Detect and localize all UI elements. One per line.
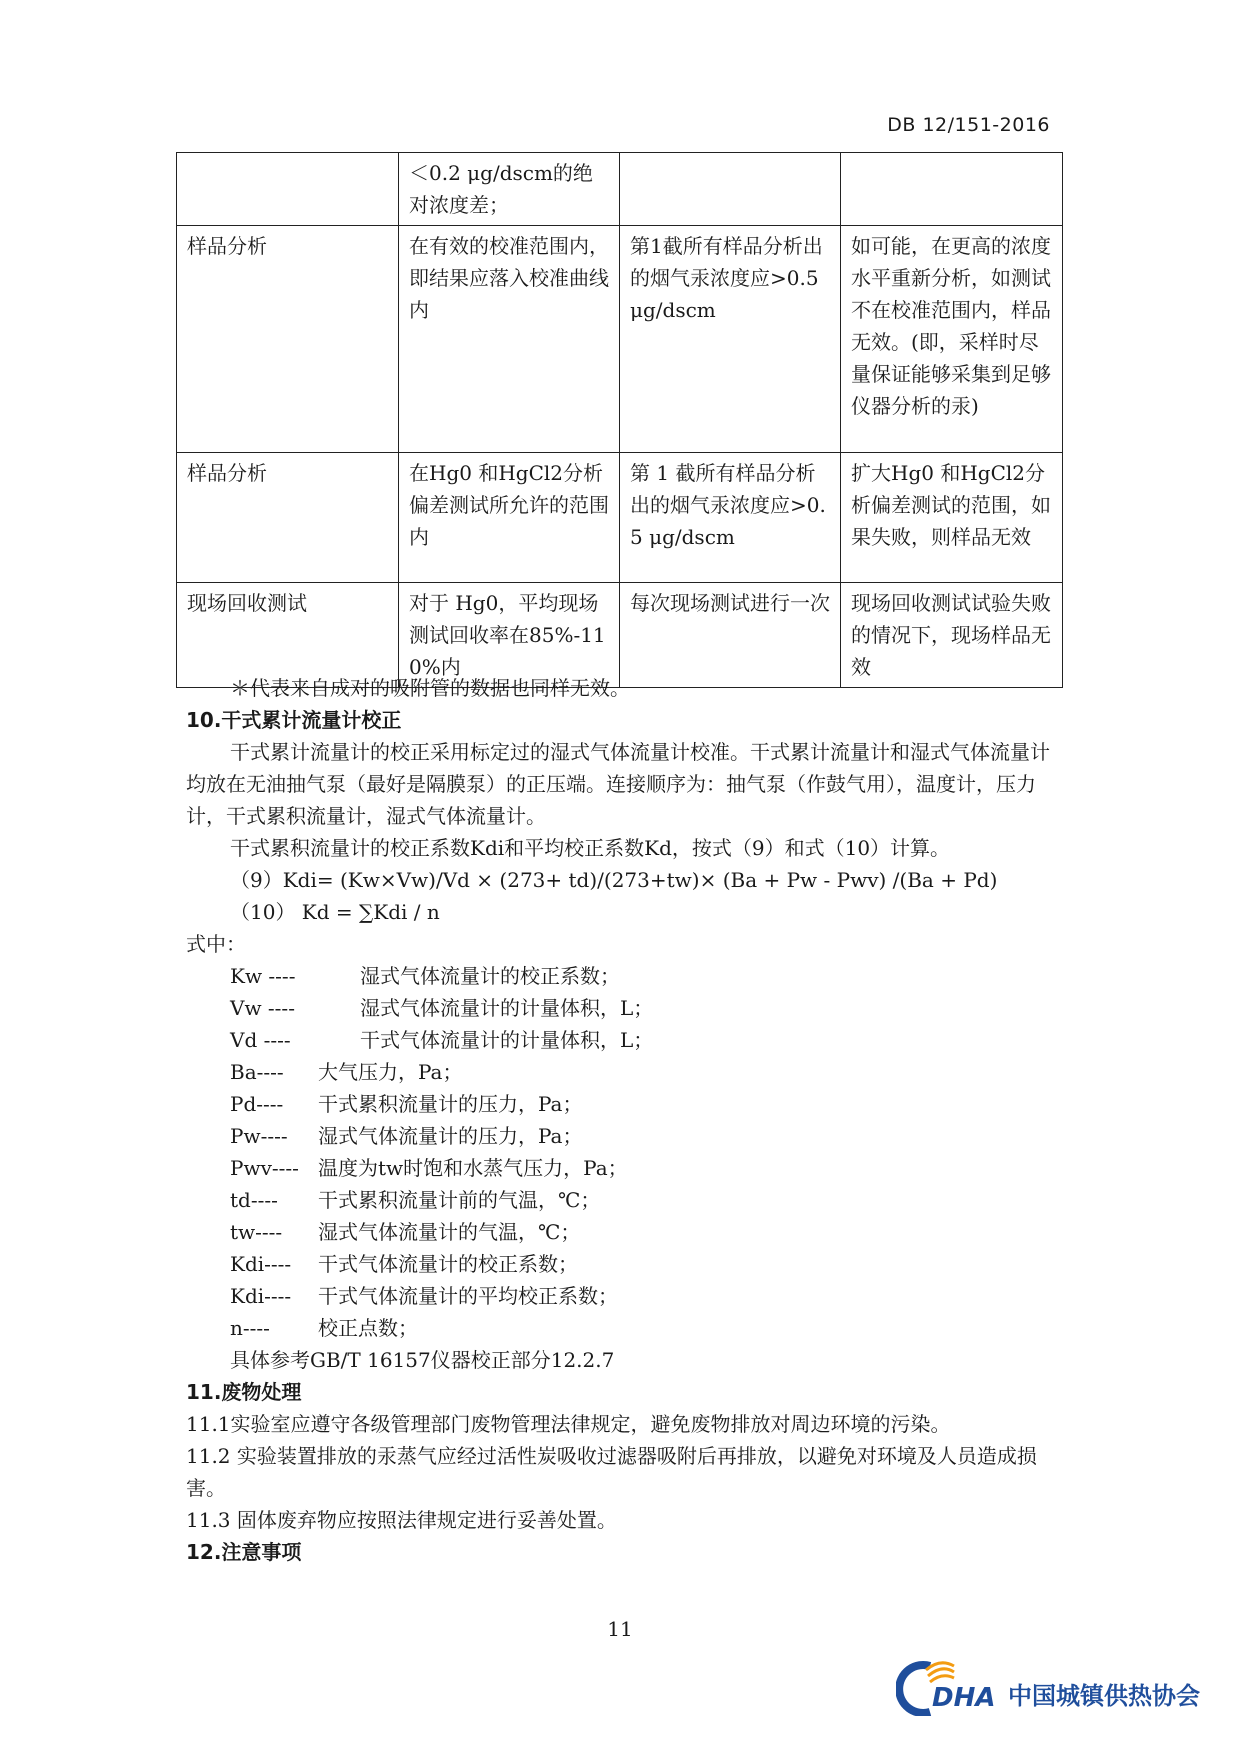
symbol-description: 湿式气体流量计的压力，Pa； xyxy=(318,1124,583,1148)
section-10-paragraph: 干式累计流量计的校正采用标定过的湿式气体流量计校准。干式累计流量计和湿式气体流量计均放在无油抽气泵（最好是隔膜泵）的正压端。连接顺序为：抽气泵（作鼓气用），温度计，压力计，干式累积流量计，湿式气体流量计。 xyxy=(186,740,1050,828)
table-row xyxy=(177,453,1063,583)
symbol-description: 干式气体流量计的平均校正系数； xyxy=(318,1284,618,1308)
symbol: n---- xyxy=(230,1316,270,1340)
formula-9: （9）Kdi= (Kw×Vw)/Vd × (273+ td)/(273+tw)× (Ba + Pw - Pwv) /(Ba + Pd) xyxy=(230,868,998,892)
symbol-description: 干式累积流量计的压力，Pa； xyxy=(318,1092,583,1116)
org-logo xyxy=(896,1656,1216,1716)
symbol-definition xyxy=(186,1120,1056,1152)
symbol-description: 温度为tw时饱和水蒸气压力，Pa； xyxy=(318,1156,628,1180)
symbol: Pd---- xyxy=(230,1092,284,1116)
document-number: DB 12/151-2016 xyxy=(887,114,1050,136)
cdha-logo-icon xyxy=(896,1656,1216,1716)
table-cell xyxy=(620,153,841,226)
table-cell: 现场回收测试 xyxy=(177,583,399,688)
symbol-definition xyxy=(186,1216,1056,1248)
symbol: Kw ---- xyxy=(230,964,296,988)
svg-text:中国城镇供热协会: 中国城镇供热协会 xyxy=(1008,1682,1200,1710)
symbol-definition xyxy=(186,1056,1056,1088)
document-body xyxy=(186,672,1056,1568)
section-11-item: 11.2 实验装置排放的汞蒸气应经过活性炭吸收过滤器吸附后再排放，以避免对环境及人员造成损害。 xyxy=(186,1444,1037,1500)
page-number: 11 xyxy=(607,1617,633,1641)
symbol-description: 校正点数； xyxy=(318,1316,418,1340)
symbol: td---- xyxy=(230,1188,278,1212)
table-cell: 在Hg0 和HgCl2分析偏差测试所允许的范围内 xyxy=(399,453,620,583)
symbol-definition xyxy=(186,1248,1056,1280)
symbol: tw---- xyxy=(230,1220,283,1244)
table-cell: 样品分析 xyxy=(177,226,399,453)
section-12-heading: 12.注意事项 xyxy=(186,1540,302,1564)
symbol: Vd ---- xyxy=(230,1028,291,1052)
symbol-definition xyxy=(186,960,1056,992)
symbol-description: 大气压力，Pa； xyxy=(318,1060,463,1084)
symbol-definition xyxy=(186,992,1056,1024)
where-label: 式中： xyxy=(186,932,246,956)
symbol: Kdi---- xyxy=(230,1284,292,1308)
section-10-paragraph: 干式累积流量计的校正系数Kdi和平均校正系数Kd，按式（9）和式（10）计算。 xyxy=(230,836,951,860)
table-row xyxy=(177,153,1063,226)
symbol-definition xyxy=(186,1280,1056,1312)
symbol-definition xyxy=(186,1024,1056,1056)
symbol-description: 干式气体流量计的计量体积，L； xyxy=(360,1028,654,1052)
section-11-heading: 11.废物处理 xyxy=(186,1380,302,1404)
table-row xyxy=(177,226,1063,453)
symbol: Pwv---- xyxy=(230,1156,299,1180)
section-11-item: 11.1实验室应遵守各级管理部门废物管理法律规定，避免废物排放对周边环境的污染。 xyxy=(186,1412,951,1436)
symbol-definition xyxy=(186,1088,1056,1120)
symbol: Pw---- xyxy=(230,1124,288,1148)
table-cell: 在有效的校准范围内，即结果应落入校准曲线内 xyxy=(399,226,620,453)
symbol-definition xyxy=(186,1152,1056,1184)
reference-note: 具体参考GB/T 16157仪器校正部分12.2.7 xyxy=(230,1348,615,1372)
table-cell: 现场回收测试试验失败的情况下，现场样品无效 xyxy=(841,583,1063,688)
table-footnote: ＊代表来自成对的吸附管的数据也同样无效。 xyxy=(230,676,630,700)
symbol-description: 湿式气体流量计的气温，℃； xyxy=(318,1220,581,1244)
symbol-definition xyxy=(186,1184,1056,1216)
qc-criteria-table xyxy=(176,152,1063,688)
symbol-definition xyxy=(186,1312,1056,1344)
table-cell: 每次现场测试进行一次 xyxy=(620,583,841,688)
symbol-description: 干式累积流量计前的气温，℃； xyxy=(318,1188,601,1212)
table-cell: 第 1 截所有样品分析出的烟气汞浓度应>0.5 μg/dscm xyxy=(620,453,841,583)
table-cell: ＜0.2 μg/dscm的绝对浓度差； xyxy=(399,153,620,226)
table-cell: 扩大Hg0 和HgCl2分析偏差测试的范围，如果失败，则样品无效 xyxy=(841,453,1063,583)
table-cell xyxy=(841,153,1063,226)
table-cell xyxy=(177,153,399,226)
section-10-heading: 10.干式累计流量计校正 xyxy=(186,708,402,732)
symbol-description: 干式气体流量计的校正系数； xyxy=(318,1252,578,1276)
symbol: Kdi---- xyxy=(230,1252,292,1276)
symbol: Ba---- xyxy=(230,1060,284,1084)
formula-10: （10） Kd = ∑Kdi / n xyxy=(230,900,440,924)
section-11-item: 11.3 固体废弃物应按照法律规定进行妥善处置。 xyxy=(186,1508,617,1532)
symbol-description: 湿式气体流量计的计量体积，L； xyxy=(360,996,654,1020)
svg-text:DHA: DHA xyxy=(932,1683,996,1713)
table-cell: 样品分析 xyxy=(177,453,399,583)
table-cell: 对于 Hg0，平均现场测试回收率在85%-110%内 xyxy=(399,583,620,688)
table-cell: 如可能，在更高的浓度水平重新分析，如测试不在校准范围内，样品无效。(即，采样时尽量保证能够采集到足够仪器分析的汞) xyxy=(841,226,1063,453)
table-cell: 第1截所有样品分析出的烟气汞浓度应>0.5 μg/dscm xyxy=(620,226,841,453)
symbol-description: 湿式气体流量计的校正系数； xyxy=(360,964,620,988)
symbol: Vw ---- xyxy=(230,996,295,1020)
